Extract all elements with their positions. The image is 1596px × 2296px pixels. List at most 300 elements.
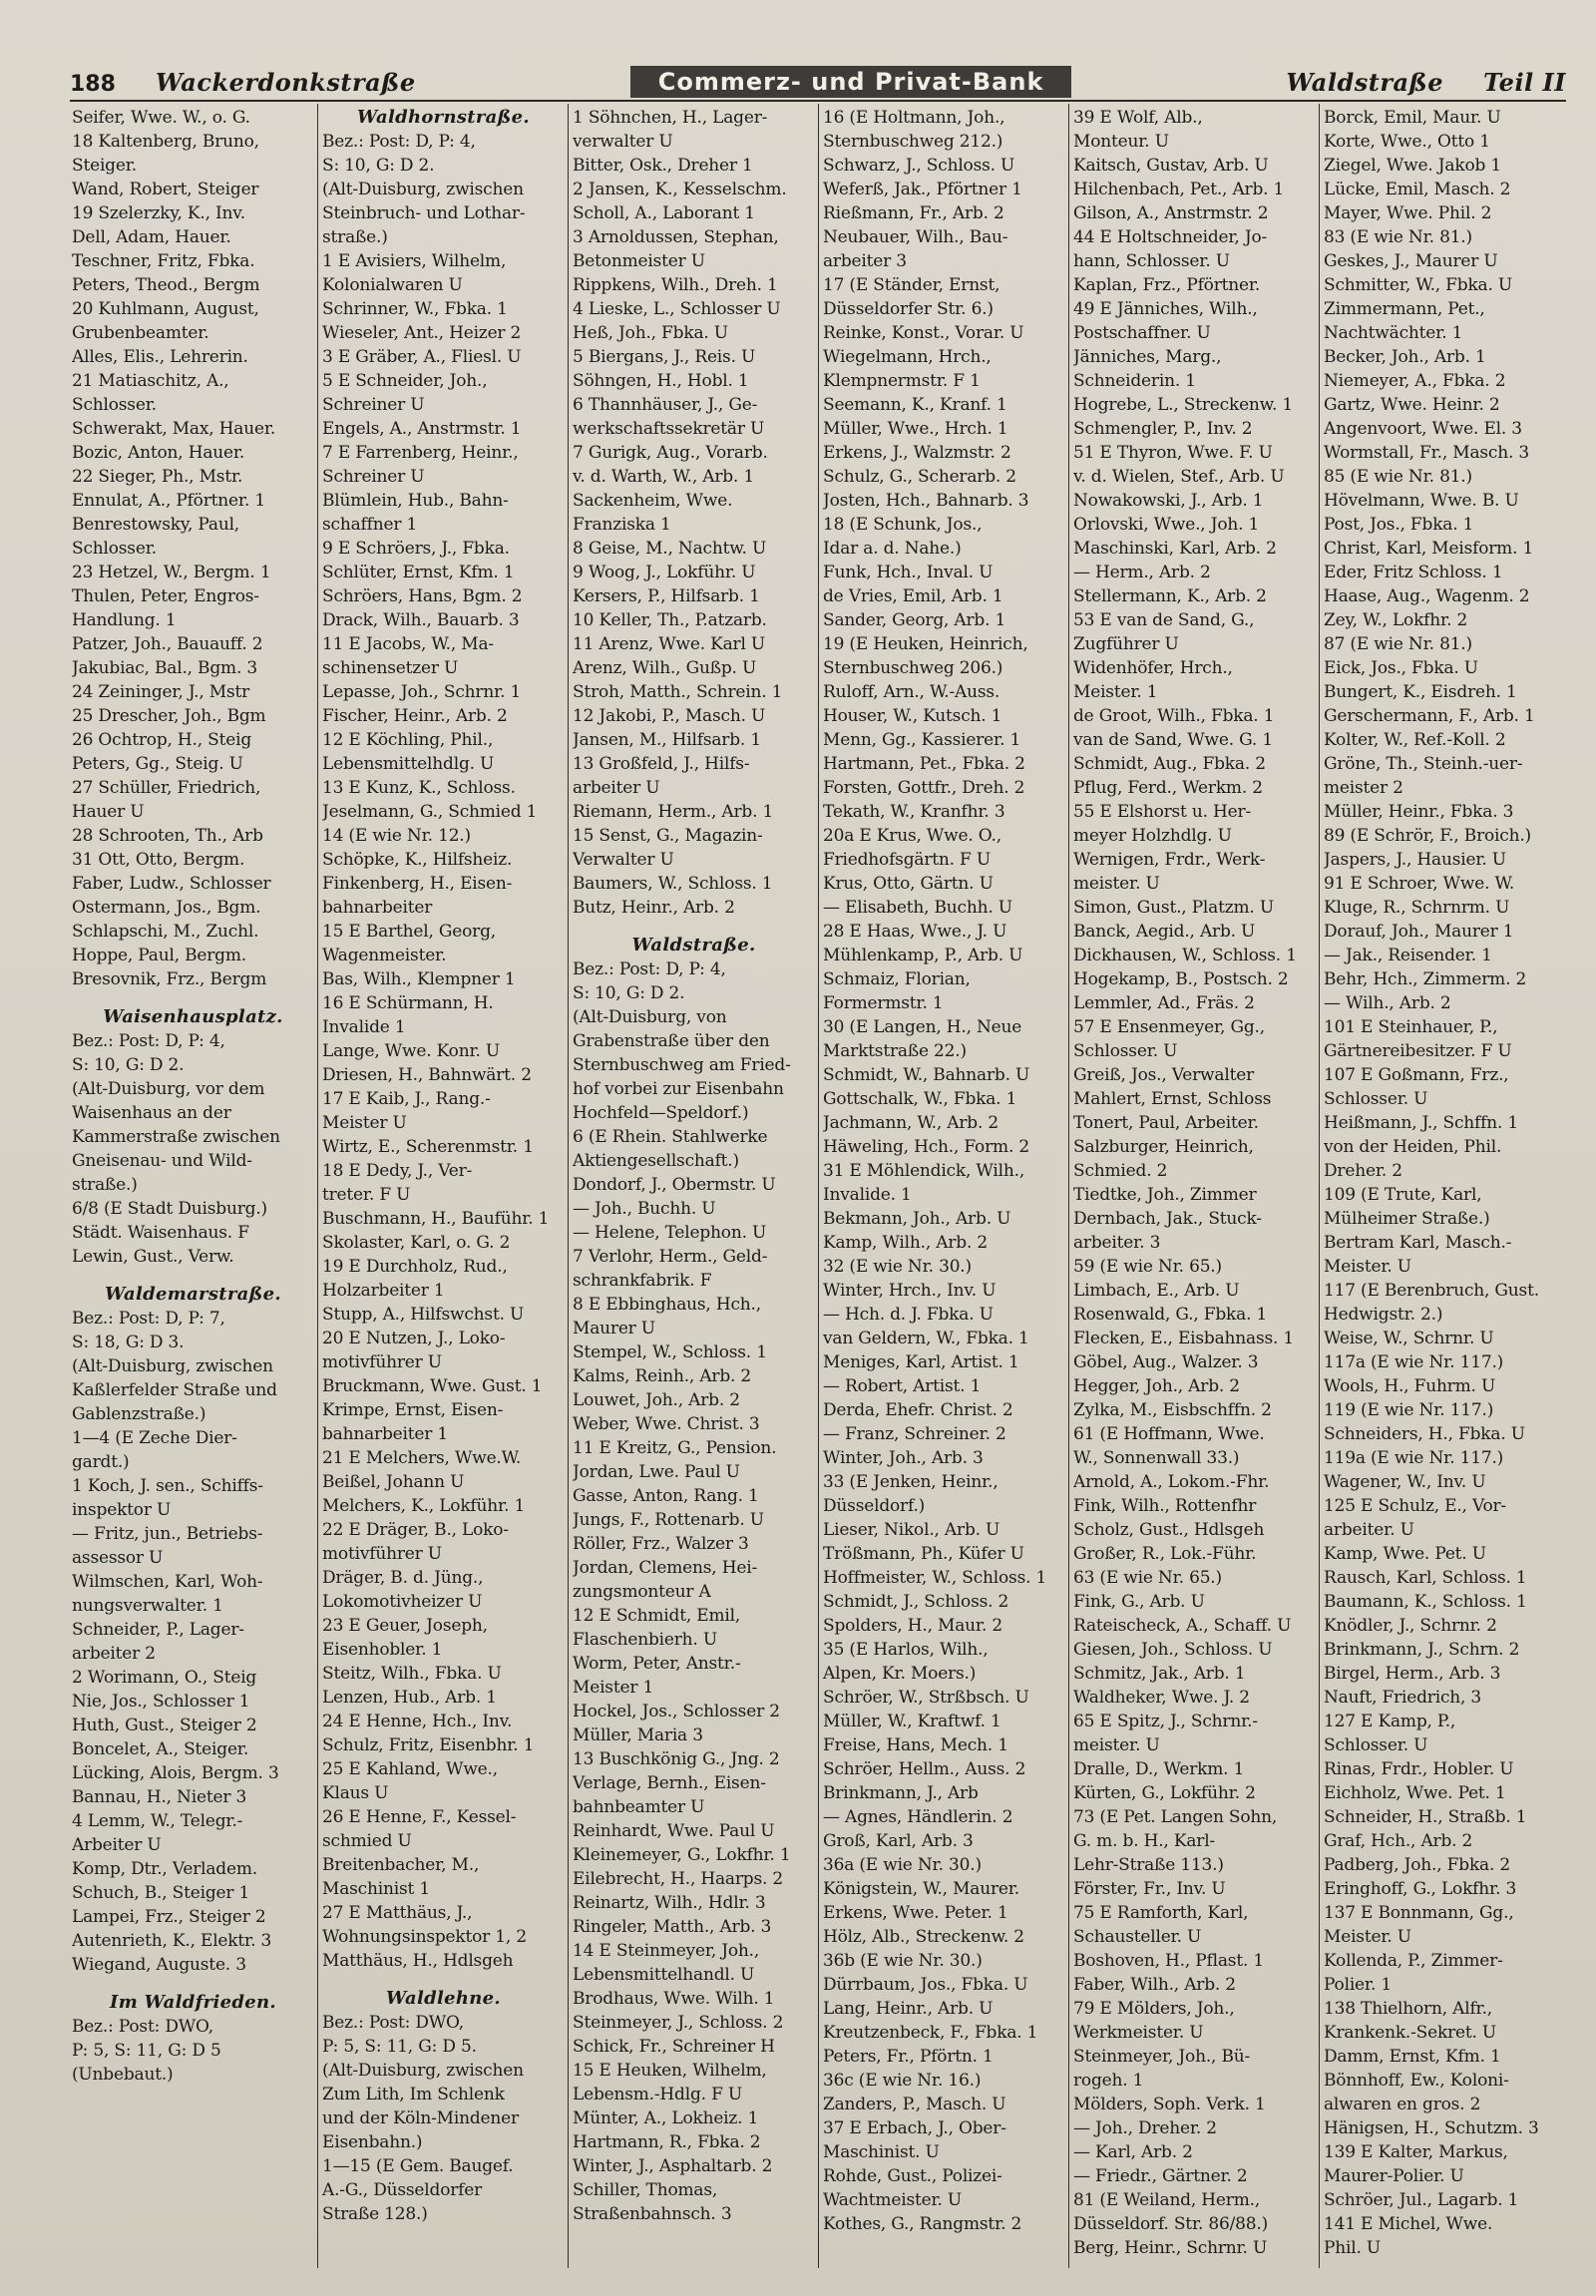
directory-entry: 39 E Wolf, Alb.,	[1073, 108, 1203, 128]
directory-entry: Müller, W., Kraftwf. 1	[823, 1712, 1001, 1731]
directory-entry: Weber, Wwe. Christ. 3	[573, 1414, 760, 1434]
directory-entry: — Robert, Artist. 1	[823, 1376, 982, 1396]
directory-entry: Salzburger, Heinrich,	[1073, 1137, 1254, 1157]
directory-entry: 9 E Schröers, J., Fbka.	[322, 539, 510, 559]
directory-entry: Straßenbahnsch. 3	[573, 2204, 732, 2224]
directory-entry: Jansen, M., Hilfsarb. 1	[573, 730, 761, 750]
directory-entry: Eringhoff, G., Lokfhr. 3	[1324, 1879, 1517, 1899]
directory-entry: Kreutzenbeck, F., Fbka. 1	[823, 2023, 1038, 2043]
directory-entry: 26 Ochtrop, H., Steig	[72, 730, 252, 750]
directory-entry: 27 E Matthäus, J.,	[322, 1903, 473, 1923]
directory-entry: 27 Schüller, Friedrich,	[72, 778, 261, 798]
street-heading: Waldlehne.	[386, 1988, 501, 2009]
directory-entry: (Alt-Duisburg, zwischen	[322, 180, 524, 199]
directory-entry: bahnbeamter U	[573, 1797, 705, 1817]
directory-entry: Dorauf, Joh., Maurer 1	[1324, 922, 1514, 942]
directory-entry: Patzer, Joh., Bauauff. 2	[72, 634, 263, 654]
directory-entry: schmied U	[322, 1831, 412, 1851]
directory-entry: Städt. Waisenhaus. F	[72, 1223, 249, 1243]
directory-entry: Rießmann, Fr., Arb. 2	[823, 203, 1004, 223]
directory-entry: 35 (E Harlos, Wilh.,	[823, 1640, 989, 1660]
directory-entry: Butz, Heinr., Arb. 2	[573, 898, 735, 918]
directory-entry: Sternbuschweg am Fried-	[573, 1055, 791, 1075]
directory-entry: Faber, Wilh., Arb. 2	[1073, 1975, 1236, 1995]
directory-entry: Angenvoort, Wwe. El. 3	[1324, 419, 1522, 439]
directory-entry: Polier. 1	[1324, 1975, 1393, 1995]
directory-entry: Gneisenau- und Wild-	[72, 1151, 252, 1171]
directory-entry: 25 E Kahland, Wwe.,	[322, 1759, 498, 1779]
directory-entry: bahnarbeiter	[322, 898, 433, 918]
directory-entry: Dürrbaum, Jos., Fbka. U	[823, 1975, 1028, 1995]
directory-entry: Verlage, Bernh., Eisen-	[573, 1773, 766, 1793]
directory-entry: arbeiter. U	[1324, 1520, 1414, 1540]
directory-entry: Ziegel, Wwe. Jakob 1	[1324, 156, 1501, 176]
directory-entry: Lang, Heinr., Arb. U	[823, 1999, 994, 2019]
directory-entry: Eder, Fritz Schloss. 1	[1324, 563, 1503, 582]
directory-entry: 57 E Ensenmeyer, Gg.,	[1073, 1017, 1265, 1037]
directory-entry: Bas, Wilh., Klempner 1	[322, 969, 516, 989]
directory-entry: Reinhardt, Wwe. Paul U	[573, 1821, 775, 1841]
directory-entry: Heß, Joh., Fbka. U	[573, 323, 728, 343]
directory-entry: 11 E Jacobs, W., Ma-	[322, 634, 494, 654]
directory-entry: 22 Sieger, Ph., Mstr.	[72, 467, 243, 487]
directory-entry: schaffner 1	[322, 515, 418, 535]
directory-entry: Limbach, E., Arb. U	[1073, 1281, 1240, 1301]
directory-column-5	[1069, 104, 1320, 2268]
directory-entry: 44 E Holtschneider, Jo-	[1073, 227, 1268, 247]
directory-entry: Mühlenkamp, P., Arb. U	[823, 946, 1023, 965]
directory-entry: arbeiter U	[573, 778, 660, 798]
directory-entry: Lücke, Emil, Masch. 2	[1324, 180, 1511, 199]
directory-entry: Wagener, W., Inv. U	[1324, 1472, 1486, 1492]
directory-entry: Schröers, Hans, Bgm. 2	[322, 586, 523, 606]
directory-entry: Mülheimer Straße.)	[1324, 1209, 1490, 1229]
directory-entry: 1—15 (E Gem. Baugef.	[322, 2156, 514, 2176]
directory-entry: Steitz, Wilh., Fbka. U	[322, 1664, 502, 1684]
directory-entry: 26 E Henne, F., Kessel-	[322, 1807, 517, 1827]
directory-entry: Betonmeister U	[573, 251, 705, 271]
directory-entry: Franziska 1	[573, 515, 671, 535]
directory-entry: arbeiter. 3	[1073, 1233, 1161, 1253]
directory-entry: Gottschalk, W., Fbka. 1	[823, 1089, 1017, 1109]
directory-entry: de Vries, Emil, Arb. 1	[823, 586, 1003, 606]
directory-entry: Gasse, Anton, Rang. 1	[573, 1486, 759, 1506]
directory-entry: Brinkmann, J., Schrn. 2	[1324, 1640, 1520, 1660]
directory-entry: Hoffmeister, W., Schloss. 1	[823, 1568, 1047, 1588]
directory-entry: 3 E Gräber, A., Fliesl. U	[322, 347, 522, 367]
directory-entry: Drack, Wilh., Bauarb. 3	[322, 610, 520, 630]
directory-entry: 23 Hetzel, W., Bergm. 1	[72, 563, 271, 582]
directory-entry: 19 (E Heuken, Heinrich,	[823, 634, 1028, 654]
directory-entry: Geskes, J., Maurer U	[1324, 251, 1498, 271]
directory-entry: Maurer U	[573, 1319, 655, 1339]
directory-entry: Breitenbacher, M.,	[322, 1855, 480, 1875]
directory-entry: Gröne, Th., Steinh.-uer-	[1324, 754, 1523, 774]
directory-entry: Schausteller. U	[1073, 1927, 1202, 1947]
directory-entry: — Helene, Telephon. U	[573, 1223, 767, 1243]
directory-entry: Jachmann, W., Arb. 2	[823, 1113, 999, 1133]
header-left	[70, 68, 416, 97]
directory-entry: Menn, Gg., Kassierer. 1	[823, 730, 1021, 750]
directory-entry: 53 E van de Sand, G.,	[1073, 610, 1255, 630]
directory-entry: Grabenstraße über den	[573, 1031, 770, 1051]
directory-entry: nungsverwalter. 1	[72, 1596, 223, 1616]
directory-entry: Bertram Karl, Masch.-	[1324, 1233, 1512, 1253]
directory-entry: Zylka, M., Eisbschffn. 2	[1073, 1400, 1272, 1420]
directory-entry: 55 E Elshorst u. Her-	[1073, 802, 1252, 822]
directory-entry: de Groot, Wilh., Fbka. 1	[1073, 706, 1275, 726]
directory-entry: Schwarz, J., Schloss. U	[823, 156, 1015, 176]
directory-entry: Zugführer U	[1073, 634, 1179, 654]
directory-entry: 31 Ott, Otto, Bergm.	[72, 850, 245, 870]
directory-entry: Hölz, Alb., Streckenw. 2	[823, 1927, 1024, 1947]
directory-entry: 87 (E wie Nr. 81.)	[1324, 634, 1472, 654]
directory-entry: Meister. U	[1324, 1257, 1411, 1277]
directory-entry: Schick, Fr., Schreiner H	[573, 2037, 775, 2057]
directory-entry: 17 E Kaib, J., Rang.-	[322, 1089, 491, 1109]
directory-entry: 1 Koch, J. sen., Schiffs-	[72, 1476, 263, 1496]
directory-entry: Maschinist. U	[823, 2142, 940, 2162]
directory-entry: Zey, W., Lokfhr. 2	[1324, 610, 1468, 630]
directory-entry: Fink, Wilh., Rottenfhr	[1073, 1496, 1257, 1516]
directory-entry: Groß, Karl, Arb. 3	[823, 1831, 974, 1851]
directory-entry: Peters, Theod., Bergm	[72, 275, 260, 295]
directory-entry: Eichholz, Wwe. Pet. 1	[1324, 1783, 1506, 1803]
directory-entry: van Geldern, W., Fbka. 1	[823, 1329, 1029, 1348]
directory-entry: 18 Kaltenberg, Bruno,	[72, 132, 259, 152]
directory-entry: Baumers, W., Schloss. 1	[573, 874, 773, 894]
directory-entry: Bruckmann, Wwe. Gust. 1	[322, 1376, 543, 1396]
directory-entry: Schlüter, Ernst, Kfm. 1	[322, 563, 515, 582]
directory-entry: Holzarbeiter 1	[322, 1281, 445, 1301]
directory-entry: straße.)	[72, 1175, 138, 1195]
directory-entry: Blümlein, Hub., Bahn-	[322, 491, 509, 511]
directory-entry: Hilchenbach, Pet., Arb. 1	[1073, 180, 1285, 199]
directory-entry: Louwet, Joh., Arb. 2	[573, 1390, 740, 1410]
directory-entry: 36a (E wie Nr. 30.)	[823, 1855, 982, 1875]
directory-entry: 37 E Erbach, J., Ober-	[823, 2118, 1006, 2138]
directory-entry: Dickhausen, W., Schloss. 1	[1073, 946, 1297, 965]
directory-entry: Schrinner, W., Fbka. 1	[322, 299, 508, 319]
directory-entry: Schiller, Thomas,	[573, 2180, 718, 2200]
directory-entry: — Wilh., Arb. 2	[1324, 993, 1451, 1013]
directory-entry: Zanders, P., Masch. U	[823, 2095, 1006, 2114]
directory-entry: v. d. Wielen, Stef., Arb. U	[1073, 467, 1285, 487]
directory-entry: 11 Arenz, Wwe. Karl U	[573, 634, 766, 654]
directory-entry: Greiß, Jos., Verwalter	[1073, 1065, 1254, 1085]
directory-entry: Bönnhoff, Ew., Koloni-	[1324, 2071, 1509, 2091]
directory-entry: Kamp, Wilh., Arb. 2	[823, 1233, 988, 1253]
directory-entry: Schlosser. U	[1324, 1735, 1428, 1755]
directory-entry: Sackenheim, Wwe.	[573, 491, 733, 511]
directory-entry: 33 (E Jenken, Heinr.,	[823, 1472, 998, 1492]
directory-entry: Düsseldorfer Str. 6.)	[823, 299, 994, 319]
directory-entry: 73 (E Pet. Langen Sohn,	[1073, 1807, 1278, 1827]
directory-entry: 119a (E wie Nr. 117.)	[1324, 1448, 1504, 1468]
directory-entry: Korte, Wwe., Otto 1	[1324, 132, 1490, 152]
directory-entry: treter. F U	[322, 1185, 411, 1205]
directory-entry: arbeiter 2	[72, 1644, 156, 1664]
directory-entry: Wagenmeister.	[322, 946, 447, 965]
directory-entry: Alpen, Kr. Moers.)	[823, 1664, 977, 1684]
directory-entry: S: 10, G: D 2.	[322, 156, 435, 176]
directory-entry: 7 Gurigk, Aug., Vorarb.	[573, 443, 768, 463]
directory-entry: 12 Jakobi, P., Masch. U	[573, 706, 766, 726]
directory-entry: Jordan, Lwe. Paul U	[573, 1462, 740, 1482]
directory-entry: Stupp, A., Hilfswchst. U	[322, 1305, 525, 1325]
directory-entry: Steinmeyer, Joh., Bü-	[1073, 2047, 1251, 2067]
directory-entry: 89 (E Schrör, F., Broich.)	[1324, 826, 1531, 846]
directory-entry: 11 E Kreitz, G., Pension.	[573, 1438, 777, 1458]
directory-entry: Bez.: Post: D, P: 4,	[72, 1031, 225, 1051]
directory-entry: arbeiter 3	[823, 251, 907, 271]
directory-entry: Becker, Joh., Arb. 1	[1324, 347, 1486, 367]
directory-entry: Lampei, Frz., Steiger 2	[72, 1907, 266, 1927]
directory-entry: 36b (E wie Nr. 30.)	[823, 1951, 983, 1971]
directory-entry: Schneider, P., Lager-	[72, 1620, 244, 1640]
directory-entry: (Alt-Duisburg, von	[573, 1007, 727, 1027]
directory-entry: Melchers, K., Lokführ. 1	[322, 1496, 526, 1516]
directory-entry: Rohde, Gust., Polizei-	[823, 2166, 1002, 2186]
directory-entry: Invalide 1	[322, 1017, 406, 1037]
directory-entry: Krus, Otto, Gärtn. U	[823, 874, 994, 894]
directory-entry: — Franz, Schreiner. 2	[823, 1424, 1006, 1444]
directory-entry: Müller, Heinr., Fbka. 3	[1324, 802, 1514, 822]
directory-entry: Lewin, Gust., Verw.	[72, 1247, 234, 1267]
directory-entry: 63 (E wie Nr. 65.)	[1073, 1568, 1222, 1588]
directory-entry: 1—4 (E Zeche Dier-	[72, 1428, 237, 1448]
directory-entry: Skolaster, Karl, o. G. 2	[322, 1233, 511, 1253]
directory-entry: Fischer, Heinr., Arb. 2	[322, 706, 508, 726]
directory-entry: Fink, G., Arb. U	[1073, 1592, 1205, 1612]
directory-entry: Winter, Hrch., Inv. U	[823, 1281, 997, 1301]
directory-entry: 2 Worimann, O., Steig	[72, 1668, 257, 1688]
street-heading: Waisenhausplatz.	[103, 1006, 283, 1027]
directory-entry: Jungs, F., Rottenarb. U	[573, 1510, 764, 1530]
directory-entry: Bez.: Post: DWO,	[322, 2013, 464, 2033]
street-heading: Waldstraße.	[631, 935, 756, 956]
directory-entry: Zum Lith, Im Schlenk	[322, 2085, 505, 2105]
directory-entry: Rinas, Frdr., Hobler. U	[1324, 1759, 1514, 1779]
directory-entry: schinensetzer U	[322, 658, 459, 678]
directory-entry: Trößmann, Ph., Küfer U	[823, 1544, 1024, 1564]
directory-entry: Verwalter U	[573, 850, 674, 870]
directory-entry: Dernbach, Jak., Stuck-	[1073, 1209, 1262, 1229]
directory-entry: Sternbuschweg 206.)	[823, 658, 1003, 678]
directory-entry: Aktiengesellschaft.)	[573, 1151, 739, 1171]
directory-entry: Dralle, D., Werkm. 1	[1073, 1759, 1245, 1779]
directory-entry: Schmitter, W., Fbka. U	[1324, 275, 1513, 295]
directory-entry: 2 Jansen, K., Kesselschm.	[573, 180, 787, 199]
directory-entry: Post, Jos., Fbka. 1	[1324, 515, 1474, 535]
directory-entry: 75 E Ramforth, Karl,	[1073, 1903, 1249, 1923]
directory-entry: Schwerakt, Max, Hauer.	[72, 419, 276, 439]
directory-entry: Schmied. 2	[1073, 1161, 1168, 1181]
directory-entry: 16 E Schürmann, H.	[322, 993, 494, 1013]
directory-entry: Kaßlerfelder Straße und	[72, 1380, 277, 1400]
directory-entry: meister. U	[1073, 1735, 1160, 1755]
directory-entry: Hegger, Joh., Arb. 2	[1073, 1376, 1240, 1396]
directory-entry: Bez.: Post: DWO,	[72, 2017, 213, 2037]
directory-entry: Bez.: Post: D, P: 4,	[573, 959, 726, 979]
directory-entry: Meniges, Karl, Artist. 1	[823, 1352, 1019, 1372]
directory-entry: 22 E Dräger, B., Loko-	[322, 1520, 509, 1540]
directory-entry: Schöpke, K., Hilfsheiz.	[322, 850, 513, 870]
directory-entry: 137 E Bonnmann, Gg.,	[1324, 1903, 1514, 1923]
directory-entry: Schneiders, H., Fbka. U	[1324, 1424, 1525, 1444]
directory-entry: Bitter, Osk., Dreher 1	[573, 156, 753, 176]
directory-entry: Knödler, J., Schrnr. 2	[1324, 1616, 1497, 1636]
directory-entry: Maschinski, Karl, Arb. 2	[1073, 539, 1277, 559]
directory-entry: Gablenzstraße.)	[72, 1404, 206, 1424]
directory-entry: Josten, Hch., Bahnarb. 3	[823, 491, 1029, 511]
directory-entry: Pflug, Ferd., Werkm. 2	[1073, 778, 1263, 798]
directory-entry: Bannau, H., Nieter 3	[72, 1787, 247, 1807]
directory-entry: 20a E Krus, Wwe. O.,	[823, 826, 1001, 846]
directory-entry: Matthäus, H., Hdlsgeh	[322, 1951, 514, 1971]
directory-entry: Mayer, Wwe. Phil. 2	[1324, 203, 1492, 223]
directory-entry: Driesen, H., Bahnwärt. 2	[322, 1065, 532, 1085]
directory-entry: 36c (E wie Nr. 16.)	[823, 2071, 982, 2091]
directory-entry: Hauer U	[72, 802, 145, 822]
directory-entry: 21 E Melchers, Wwe.W.	[322, 1448, 522, 1468]
directory-entry: 91 E Schroer, Wwe. W.	[1324, 874, 1515, 894]
directory-entry: 21 Matiaschitz, A.,	[72, 371, 229, 391]
directory-entry: Marktstraße 22.)	[823, 1041, 967, 1061]
directory-entry: Ennulat, A., Pförtner. 1	[72, 491, 265, 511]
directory-entry: 18 E Dedy, J., Ver-	[322, 1161, 473, 1181]
directory-entry: Großer, R., Lok.-Führ.	[1073, 1544, 1257, 1564]
directory-entry: Formermstr. 1	[823, 993, 944, 1013]
directory-entry: Bungert, K., Eisdreh. 1	[1324, 682, 1517, 702]
directory-entry: Krimpe, Ernst, Eisen-	[322, 1400, 504, 1420]
directory-entry: 14 (E wie Nr. 12.)	[322, 826, 471, 846]
right-street-title: Waldstraße	[1286, 67, 1444, 97]
directory-entry: 85 (E wie Nr. 81.)	[1324, 467, 1472, 487]
directory-entry: — Hch. d. J. Fbka. U	[823, 1305, 994, 1325]
directory-entry: — Jak., Reisender. 1	[1324, 946, 1492, 965]
directory-entry: straße.)	[322, 227, 388, 247]
directory-entry: 10 Keller, Th., P.atzarb.	[573, 610, 767, 630]
directory-entry: 24 E Henne, Hch., Inv.	[322, 1712, 513, 1731]
directory-entry: Wohnungsinspektor 1, 2	[322, 1927, 527, 1947]
directory-entry: Brinkmann, J., Arb	[823, 1783, 979, 1803]
directory-entry: Giesen, Joh., Schloss. U	[1073, 1640, 1273, 1660]
directory-entry: Röller, Frz., Walzer 3	[573, 1534, 749, 1554]
directory-entry: Komp, Dtr., Verladem.	[72, 1859, 257, 1879]
directory-entry: Postschaffner. U	[1073, 323, 1211, 343]
directory-entry: — Karl, Arb. 2	[1073, 2142, 1193, 2162]
directory-entry: Hövelmann, Wwe. B. U	[1324, 491, 1519, 511]
page-header	[70, 64, 1566, 102]
directory-entry: 6/8 (E Stadt Duisburg.)	[72, 1199, 267, 1219]
directory-entry: Birgel, Herm., Arb. 3	[1324, 1664, 1501, 1684]
directory-entry: Dondorf, J., Obermstr. U	[573, 1175, 776, 1195]
street-heading: Waldemarstraße.	[105, 1284, 281, 1305]
directory-entry: Wernigen, Frdr., Werk-	[1073, 850, 1266, 870]
directory-entry: Friedhofsgärtn. F U	[823, 850, 991, 870]
directory-entry: Tekath, W., Kranfhr. 3	[823, 802, 1005, 822]
directory-entry: Funk, Hch., Inval. U	[823, 563, 994, 582]
directory-entry: Kolter, W., Ref.-Koll. 2	[1324, 730, 1506, 750]
directory-entry: 13 E Kunz, K., Schloss.	[322, 778, 516, 798]
directory-entry: — Fritz, jun., Betriebs-	[72, 1524, 263, 1544]
directory-entry: Hogekamp, B., Postsch. 2	[1073, 969, 1289, 989]
directory-entry: Phil. U	[1324, 2238, 1381, 2258]
part-label: Teil II	[1483, 67, 1566, 97]
directory-entry: Jänniches, Marg.,	[1073, 347, 1222, 367]
directory-entry: Krankenk.-Sekret. U	[1324, 2023, 1497, 2043]
street-heading: Im Waldfrieden.	[110, 1992, 276, 2013]
directory-entry: Teschner, Fritz, Fbka.	[72, 251, 255, 271]
directory-entry: Bresovnik, Frz., Bergm	[72, 969, 267, 989]
directory-entry: Mölders, Soph. Verk. 1	[1073, 2095, 1266, 2114]
directory-entry: 81 (E Weiland, Herm.,	[1073, 2190, 1261, 2210]
directory-entry: Schmidt, J., Schloss. 2	[823, 1592, 1009, 1612]
directory-entry: Nowakowski, J., Arb. 1	[1073, 491, 1264, 511]
directory-column-1	[68, 104, 318, 2268]
directory-entry: 19 Szelerzky, K., Inv.	[72, 203, 245, 223]
directory-entry: motivführer U	[322, 1544, 442, 1564]
directory-column-3	[569, 104, 819, 2268]
directory-entry: (Alt-Duisburg, zwischen	[72, 1356, 273, 1376]
directory-entry: 83 (E wie Nr. 81.)	[1324, 227, 1472, 247]
directory-entry: Straße 128.)	[322, 2204, 428, 2224]
directory-entry: Gartz, Wwe. Heinr. 2	[1324, 395, 1500, 415]
directory-entry: 24 Zeininger, J., Mstr	[72, 682, 250, 702]
directory-entry: Königstein, W., Maurer.	[823, 1879, 1020, 1899]
directory-entry: 5 Biergans, J., Reis. U	[573, 347, 756, 367]
directory-entry: Hartmann, R., Fbka. 2	[573, 2132, 761, 2152]
directory-entry: Gärtnereibesitzer. F U	[1324, 1041, 1512, 1061]
directory-entry: Sternbuschweg 212.)	[823, 132, 1003, 152]
directory-entry: Düsseldorf. Str. 86/88.)	[1073, 2214, 1269, 2234]
directory-entry: Müller, Wwe., Hrch. 1	[823, 419, 1008, 439]
directory-entry: Flaschenbierh. U	[573, 1630, 717, 1650]
directory-entry: Schreiner U	[322, 467, 425, 487]
directory-entry: Behr, Hch., Zimmerm. 2	[1324, 969, 1527, 989]
directory-entry: 15 E Heuken, Wilhelm,	[573, 2061, 767, 2081]
directory-entry: Benrestowsky, Paul,	[72, 515, 240, 535]
directory-entry: 12 E Schmidt, Emil,	[573, 1606, 741, 1626]
directory-entry: S: 10, G: D 2.	[573, 983, 685, 1003]
directory-entry: 30 (E Langen, H., Neue	[823, 1017, 1022, 1037]
directory-entry: Kersers, P., Hilfsarb. 1	[573, 586, 760, 606]
directory-entry: Freise, Hans, Mech. 1	[823, 1735, 1008, 1755]
directory-entry: Worm, Peter, Anstr.-	[573, 1654, 741, 1674]
directory-entry: Förster, Fr., Inv. U	[1073, 1879, 1226, 1899]
directory-entry: Lange, Wwe. Konr. U	[322, 1041, 501, 1061]
directory-entry: Beißel, Johann U	[322, 1472, 465, 1492]
directory-entry: Niemeyer, A., Fbka. 2	[1324, 371, 1506, 391]
directory-entry: Häweling, Hch., Form. 2	[823, 1137, 1029, 1157]
directory-entry: Schneiderin. 1	[1073, 371, 1196, 391]
directory-entry: (Unbebaut.)	[72, 2065, 174, 2085]
page-number: 188	[70, 71, 116, 97]
directory-entry: Autenrieth, K., Elektr. 3	[72, 1931, 272, 1951]
directory-entry: 17 (E Ständer, Ernst,	[823, 275, 1000, 295]
directory-entry: schrankfabrik. F	[573, 1271, 712, 1291]
directory-entry: 14 E Steinmeyer, Joh.,	[573, 1941, 760, 1961]
directory-entry: Faber, Ludw., Schlosser	[72, 874, 271, 894]
directory-entry: S: 10, G: D 2.	[72, 1055, 185, 1075]
directory-entry: 13 Buschkönig G., Jng. 2	[573, 1749, 780, 1769]
directory-entry: Werkmeister. U	[1073, 2023, 1204, 2043]
directory-entry: Berg, Heinr., Schrnr. U	[1073, 2238, 1268, 2258]
directory-entry: Peters, Fr., Pförtn. 1	[823, 2047, 994, 2067]
directory-entry: inspektor U	[72, 1500, 172, 1520]
directory-entry: Finkenberg, H., Eisen-	[322, 874, 513, 894]
